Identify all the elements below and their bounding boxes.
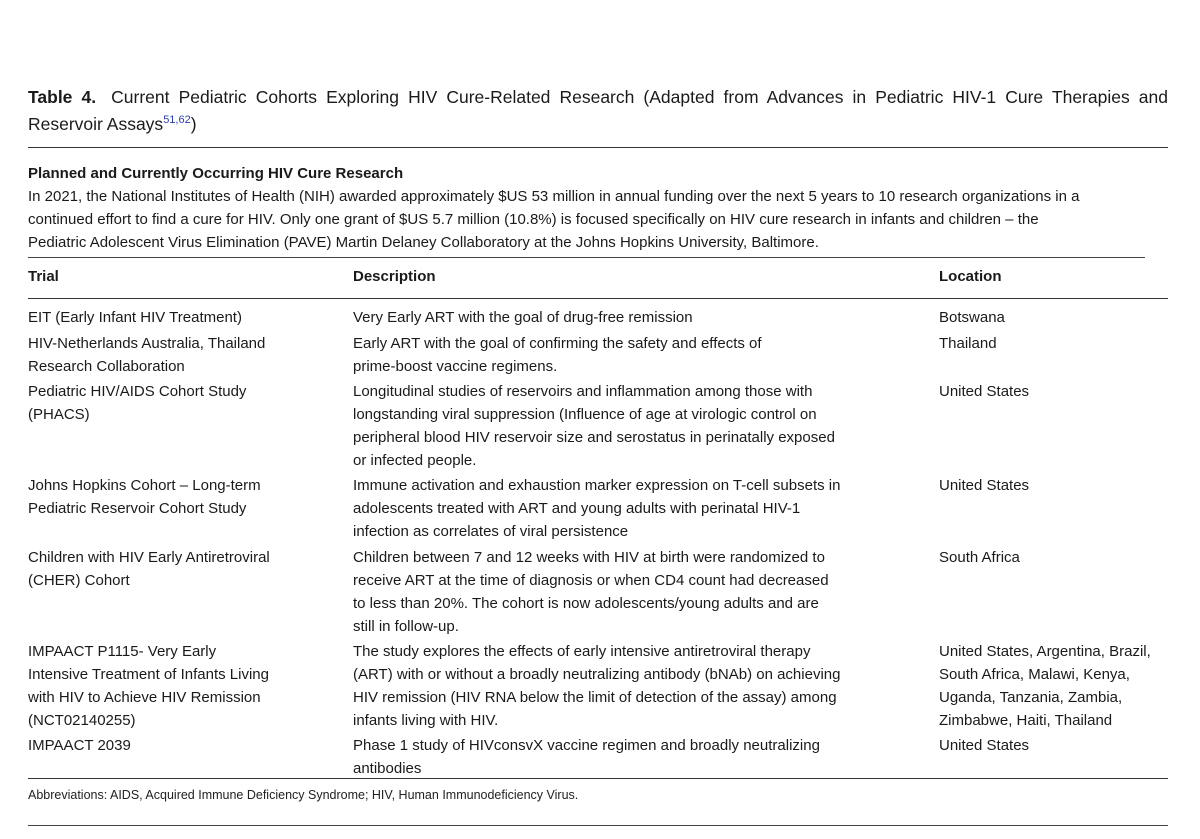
planned-line: continued effort to find a cure for HIV. Only one grant of $US 5.7 million (10.8%) is focused specifically on HIV cure research in infants and children – the xyxy=(28,211,1039,228)
cell-trial xyxy=(28,332,328,378)
section-rule xyxy=(28,257,1145,258)
cell-line: Children between 7 and 12 weeks with HIV at birth were randomized to xyxy=(353,549,825,566)
cell-location xyxy=(939,380,1179,403)
cell-line: longstanding viral suppression (Influence of age at virologic control on xyxy=(353,406,817,423)
cell-line: United States xyxy=(939,383,1030,400)
cell-line: Pediatric HIV/AIDS Cohort Study xyxy=(28,383,247,400)
cell-location xyxy=(939,474,1179,497)
cell-line: receive ART at the time of diagnosis or when CD4 count had decreased xyxy=(353,572,829,589)
cell-line: with HIV to Achieve HIV Remission xyxy=(28,689,261,706)
cell-line: HIV remission (HIV RNA below the limit of detection of the assay) among xyxy=(353,689,837,706)
cell-trial xyxy=(28,546,328,592)
header-description: Description xyxy=(353,268,436,285)
cell-line: (PHACS) xyxy=(28,406,90,423)
cell-trial xyxy=(28,380,328,426)
cell-line: IMPAACT P1115- Very Early xyxy=(28,643,217,660)
cell-line: (NCT02140255) xyxy=(28,712,136,729)
cell-location xyxy=(939,546,1179,569)
cell-line: United States, Argentina, Brazil, xyxy=(939,643,1151,660)
cell-line: Intensive Treatment of Infants Living xyxy=(28,666,269,683)
planned-heading: Planned and Currently Occurring HIV Cure Research xyxy=(28,165,404,182)
cell-line: infants living with HIV. xyxy=(353,712,499,729)
table-caption xyxy=(28,86,1168,136)
caption-close: ) xyxy=(190,114,197,134)
cell-line: Pediatric Reservoir Cohort Study xyxy=(28,500,247,517)
cell-description xyxy=(353,734,913,780)
cell-trial xyxy=(28,734,328,757)
cell-description xyxy=(353,306,913,329)
planned-research-section xyxy=(28,162,1168,254)
cell-line: or infected people. xyxy=(353,452,477,469)
cell-line: infection as correlates of viral persistence xyxy=(353,523,629,540)
cell-trial xyxy=(28,474,328,520)
cell-line: HIV-Netherlands Australia, Thailand xyxy=(28,335,266,352)
cell-line: Botswana xyxy=(939,309,1005,326)
cell-line: United States xyxy=(939,737,1030,754)
cell-line: United States xyxy=(939,477,1030,494)
cell-line: prime-boost vaccine regimens. xyxy=(353,358,558,375)
cell-line: antibodies xyxy=(353,760,422,777)
caption-rule xyxy=(28,147,1168,148)
cell-description xyxy=(353,640,913,732)
header-trial: Trial xyxy=(28,268,59,285)
cell-line: still in follow-up. xyxy=(353,618,459,635)
cell-line: Johns Hopkins Cohort – Long-term xyxy=(28,477,261,494)
table-label: Table 4. xyxy=(28,87,97,107)
cell-line: IMPAACT 2039 xyxy=(28,737,131,754)
planned-line: In 2021, the National Institutes of Health (NIH) awarded approximately $US 53 million in annual funding over the next 5 years to 10 research organizations in a xyxy=(28,188,1080,205)
header-rule xyxy=(28,298,1168,299)
planned-line: Pediatric Adolescent Virus Elimination (PAVE) Martin Delaney Collaboratory at the Johns Hopkins University, Baltimore. xyxy=(28,234,819,251)
cell-line: Phase 1 study of HIVconsvX vaccine regimen and broadly neutralizing xyxy=(353,737,820,754)
caption-text: Current Pediatric Cohorts Exploring HIV Cure-Related Research (Adapted from Advances in Pediatric HIV-1 Cure Therapies and Reservoir Assays xyxy=(28,87,1168,134)
cell-location xyxy=(939,306,1179,329)
cell-line: (ART) with or without a broadly neutralizing antibody (bNAb) on achieving xyxy=(353,666,841,683)
cell-location xyxy=(939,332,1179,355)
cell-line: Very Early ART with the goal of drug-free remission xyxy=(353,309,693,326)
cell-line: peripheral blood HIV reservoir size and serostatus in perinatally exposed xyxy=(353,429,835,446)
cell-line: (CHER) Cohort xyxy=(28,572,130,589)
table-footnote: Abbreviations: AIDS, Acquired Immune Deficiency Syndrome; HIV, Human Immunodeficiency Virus. xyxy=(28,788,579,802)
cell-location xyxy=(939,640,1179,732)
footer-rule xyxy=(28,825,1168,826)
cell-line: Children with HIV Early Antiretroviral xyxy=(28,549,270,566)
cell-line: Early ART with the goal of confirming the safety and effects of xyxy=(353,335,762,352)
cell-line: EIT (Early Infant HIV Treatment) xyxy=(28,309,242,326)
cell-line: South Africa, Malawi, Kenya, xyxy=(939,666,1130,683)
cell-location xyxy=(939,734,1179,757)
cell-line: Research Collaboration xyxy=(28,358,185,375)
cell-trial xyxy=(28,640,328,732)
cell-line: Zimbabwe, Haiti, Thailand xyxy=(939,712,1113,729)
cell-trial xyxy=(28,306,328,329)
cell-line: to less than 20%. The cohort is now adolescents/young adults and are xyxy=(353,595,819,612)
cell-description xyxy=(353,474,913,543)
cell-line: adolescents treated with ART and young adults with perinatal HIV-1 xyxy=(353,500,801,517)
cell-line: South Africa xyxy=(939,549,1020,566)
cell-line: Thailand xyxy=(939,335,997,352)
header-location: Location xyxy=(939,268,1002,285)
cell-line: The study explores the effects of early intensive antiretroviral therapy xyxy=(353,643,811,660)
table-bottom-rule xyxy=(28,778,1168,779)
cell-line: Uganda, Tanzania, Zambia, xyxy=(939,689,1123,706)
cell-description xyxy=(353,380,913,472)
cell-line: Immune activation and exhaustion marker expression on T-cell subsets in xyxy=(353,477,841,494)
caption-refs[interactable]: 51,62 xyxy=(163,114,191,126)
cell-description xyxy=(353,332,913,378)
cell-description xyxy=(353,546,913,638)
cell-line: Longitudinal studies of reservoirs and inflammation among those with xyxy=(353,383,813,400)
